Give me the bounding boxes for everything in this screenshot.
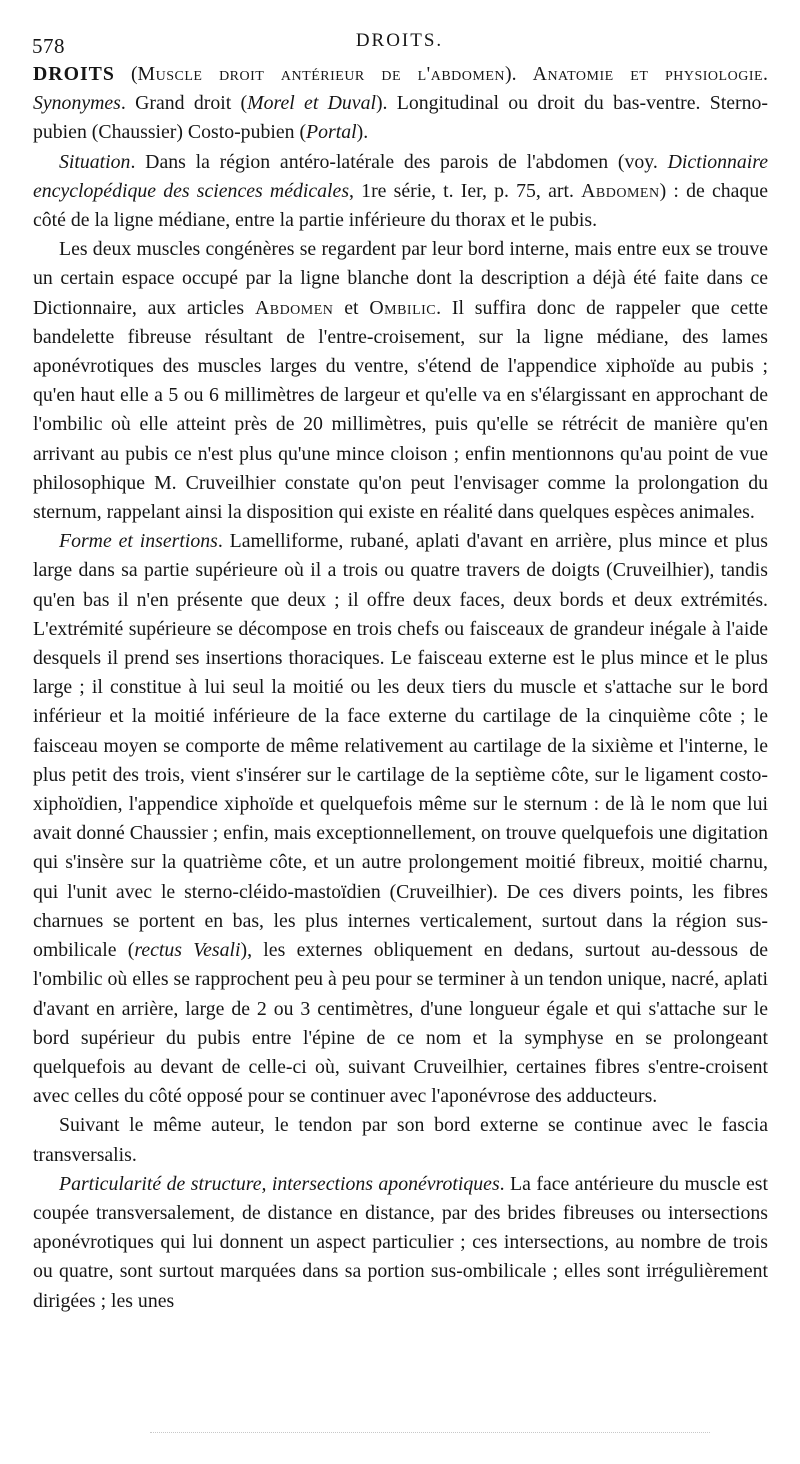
text-run: et xyxy=(333,296,370,319)
form-insertions-paragraph xyxy=(33,527,768,1111)
text-run: , 1re série, t. Ier, p. 75, art. xyxy=(349,179,582,202)
small-caps-run: Ombilic xyxy=(369,296,437,319)
text-run: Les deux muscles congénères se regardent par leur bord interne, mais entre eux se trouve un certain espace occupé par la ligne blanche dont la description a déjà été faite dans ce Dictionnaire, aux articles xyxy=(33,238,768,319)
italic-run: Morel et Duval xyxy=(247,92,376,115)
text-run: . Grand droit ( xyxy=(120,92,248,115)
entry-headword: DROITS xyxy=(33,63,115,85)
text-run: . Lamelliforme, rubané, aplati d'avant en arrière, plus mince et plus large dans sa partie supérieure où il a trois ou quatre travers de doigts (Cruveilhier), tandis qu'en bas il n'en présente que deux ; il offre deux faces, deux bords et deux extrémités. L'extrémité supérieure se décompose en trois chefs ou faisceaux de grandeur inégale à l'aide desquels il prend ses insertions thoraciques. Le faisceau externe est le plus mince et le plus large ; il constitue à lui seul la moitié ou les deux tiers du muscle et s'attache sur le bord inférieur et la moitié inférieure de la face externe du cartilage de la cinquième côte ; le faisceau moyen se comporte de même relativement au cartilage de la sixième et l'interne, le plus petit des trois, vient s'insérer sur le cartilage de la septième côte, sur le ligament costo-xiphoïdien, l'appendice xiphoïde et quelquefois même sur le sternum : de là le nom que lui avait donné Chaussier ; enfin, mais exceptionnellement, on trouve quelquefois une digitation qui s'insère sur la quatrième côte, et un autre prolongement moitié fibreux, moitié charnu, qui l'unit avec le sterno-cléido-mastoïdien (Cruveilhier). De ces divers points, les fibres charnues se portent en bas, les plus internes verticalement, surtout dans la région sus-ombilicale ( xyxy=(33,530,769,962)
small-caps-run: Anatomie et physiologie xyxy=(532,63,764,85)
page-number: 578 xyxy=(32,34,65,58)
text-run: ( xyxy=(114,63,138,85)
text-run: . xyxy=(763,63,768,85)
italic-run: Dictionnaire encyclopédique des sciences médicales xyxy=(33,150,768,202)
tendon-paragraph: Suivant le même auteur, le tendon par son bord externe se continue avec le fascia transversalis. xyxy=(33,1114,768,1166)
section-heading: Forme et insertions xyxy=(59,530,218,553)
section-heading: Particularité de structure, intersections aponévrotiques xyxy=(59,1172,500,1195)
italic-run: Synonymes xyxy=(33,92,121,115)
text-run: . Il suffira donc de rappeler que cette bandelette fibreuse résultant de l'entre-croisement, sur la ligne médiane, des lames aponévrotiques des muscles larges du ventre, s'étend de l'appendice xiphoïde au pubis ; qu'en haut elle a 5 ou 6 millimètres de largeur et qu'elle va en s'élargissant en approchant de l'ombilic où elle atteint près de 20 millimètres, puis qu'elle se rétrécit de manière qu'en arrivant au pubis ce n'est plus qu'une mince cloison ; enfin mentionnons qu'au point de vue philosophique M. Cruveilhier constate qu'on peut l'envisager comme la prolongation du sternum, rappelant ainsi la disposition qui existe en réalité dans quelques espèces animales. xyxy=(33,296,768,524)
text-run: ). Longitudinal ou droit du bas-ventre. Sterno-pubien (Chaussier) Costo-pubien ( xyxy=(33,92,768,144)
section-heading: Situation xyxy=(59,150,131,173)
small-caps-run: Abdomen xyxy=(254,296,334,319)
text-run: ). xyxy=(505,63,533,85)
running-head: DROITS. xyxy=(355,30,444,51)
text-run: . Dans la région antéro-latérale des parois de l'abdomen (voy. xyxy=(130,150,668,173)
small-caps-run: Muscle droit antérieur de l'abdomen xyxy=(137,63,506,85)
italic-run: Portal xyxy=(306,121,357,144)
structure-paragraph xyxy=(33,1170,768,1316)
article-body xyxy=(33,60,768,1316)
linea-alba-paragraph xyxy=(33,235,768,527)
text-run: ) : de chaque côté de la ligne médiane, entre la partie inférieure du thorax et le pubis. xyxy=(33,179,768,232)
page-header xyxy=(32,28,767,58)
entry-intro-paragraph xyxy=(33,60,768,148)
text-run: ). xyxy=(356,121,369,144)
small-caps-run: Abdomen xyxy=(581,179,660,202)
italic-run: rectus Vesali xyxy=(134,939,241,962)
text-run: . La face antérieure du muscle est coupée transversalement, de distance en distance, par des brides fibreuses ou intersections aponévrotiques qui lui donnent un aspect particulier ; ces intersections, au nombre de trois ou quatre, sont surtout marquées dans sa portion sus-ombilicale ; elles sont irrégulièrement dirigées ; les unes xyxy=(33,1172,768,1312)
situation-paragraph xyxy=(33,148,768,236)
text-run: ), les externes obliquement en dedans, surtout au-dessous de l'ombilic où elles se rapprochent peu à peu pour se terminer à un tendon unique, nacré, aplati d'avant en arrière, large de 2 ou 3 centimètres, d'une longueur égale et qui s'attache sur le bord supérieur du pubis entre l'épine de ce nom et la symphyse en se prolongeant quelquefois au devant de celle-ci où, suivant Cruveilhier, certaines fibres s'entre-croisent avec celles du côté opposé pour se continuer avec l'aponévrose des adducteurs. xyxy=(33,939,768,1108)
footer-divider xyxy=(150,1432,710,1433)
